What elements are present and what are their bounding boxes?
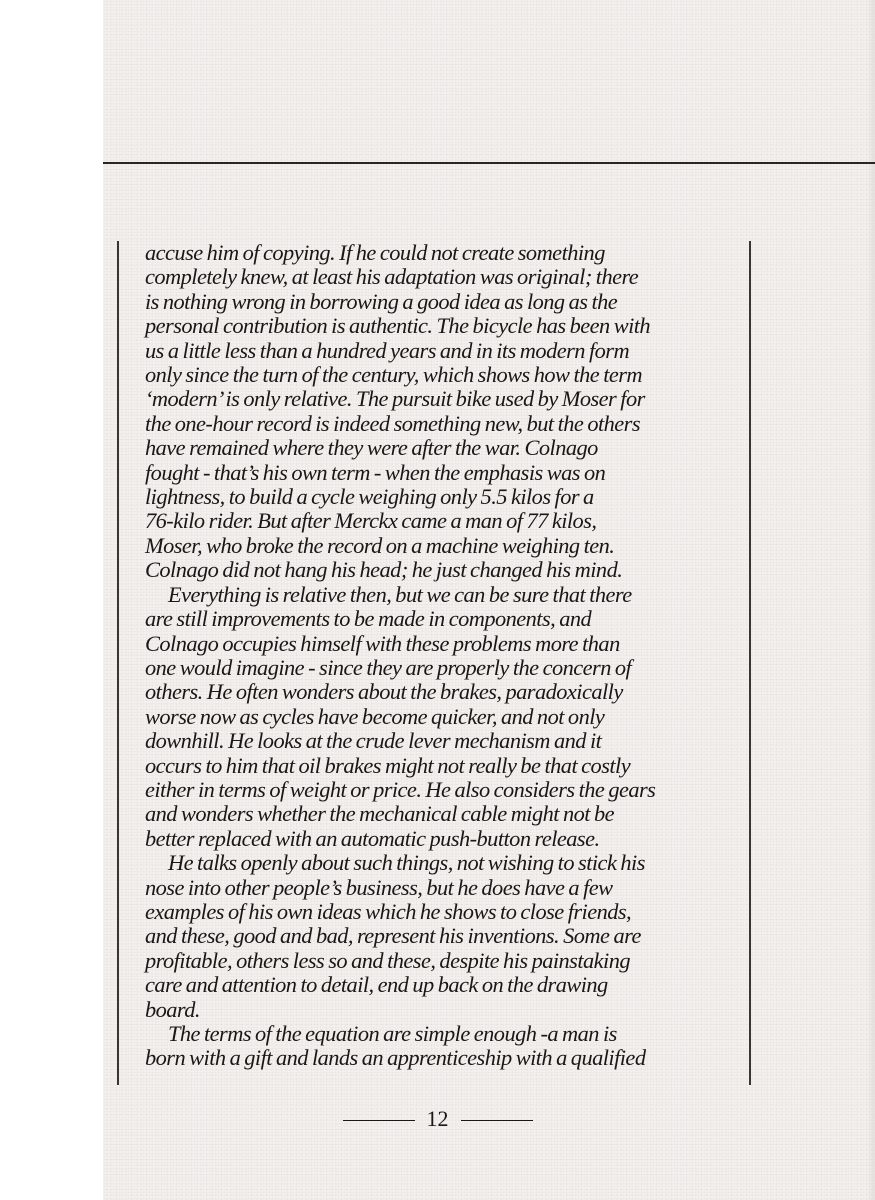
page-number-footer <box>0 1106 875 1132</box>
right-margin-bar <box>749 241 751 1085</box>
text-line: either in terms of weight or price. He also considers the gears <box>145 776 656 802</box>
text-line: only since the turn of the century, which shows how the term <box>145 362 643 388</box>
text-line: care and attention to detail, end up back on the drawing <box>145 972 608 998</box>
header-rule <box>103 162 875 164</box>
text-line: and wonders whether the mechanical cable might not be <box>145 801 615 827</box>
page-number: 12 <box>426 1106 449 1131</box>
left-margin-bar <box>117 241 119 1085</box>
text-line: examples of his own ideas which he shows to close friends, <box>145 898 632 924</box>
text-line: one would imagine - since they are properly the concern of <box>145 654 632 680</box>
folio-dash-right <box>461 1120 533 1121</box>
folio-dash-left <box>343 1120 415 1121</box>
text-line: worse now as cycles have become quicker, and not only <box>145 703 605 729</box>
text-line: The terms of the equation are simple enough -a man is <box>168 1021 617 1046</box>
text-line: us a little less than a hundred years and in its modern form <box>145 337 630 363</box>
text-line: the one-hour record is indeed something new, but the others <box>145 410 641 436</box>
text-line: 76-kilo rider. But after Merckx came a man of 77 kilos, <box>145 508 597 534</box>
text-line: ‘modern’ is only relative. The pursuit bike used by Moser for <box>145 386 645 412</box>
text-line: accuse him of copying. If he could not create something <box>145 240 605 265</box>
text-line: downhill. He looks at the crude lever mechanism and it <box>145 728 602 754</box>
page-edge-shadow <box>867 0 875 1200</box>
text-line: occurs to him that oil brakes might not really be that costly <box>145 752 631 778</box>
text-line: fought - that’s his own term - when the emphasis was on <box>145 459 606 485</box>
body-text <box>145 241 745 1071</box>
text-line: Colnago occupies himself with these problems more than <box>145 630 620 656</box>
text-line: have remained where they were after the war. Colnago <box>145 435 598 461</box>
text-line: born with a gift and lands an apprenticeship with a qualified <box>145 1045 646 1071</box>
text-line: are still improvements to be made in components, and <box>145 606 592 632</box>
text-line: He talks openly about such things, not wishing to stick his <box>168 850 645 876</box>
text-line: Everything is relative then, but we can be sure that there <box>168 581 632 607</box>
text-line: is nothing wrong in borrowing a good idea as long as the <box>145 288 618 314</box>
text-line: others. He often wonders about the brakes, paradoxically <box>145 679 623 705</box>
text-line: personal contribution is authentic. The bicycle has been with <box>145 313 651 339</box>
text-line: nose into other people’s business, but he does have a few <box>145 874 613 900</box>
text-line: Moser, who broke the record on a machine weighing ten. <box>145 532 615 558</box>
text-line: Colnago did not hang his head; he just changed his mind. <box>145 557 623 583</box>
text-line: lightness, to build a cycle weighing only 5.5 kilos for a <box>145 484 594 510</box>
text-line: and these, good and bad, represent his inventions. Some are <box>145 923 641 949</box>
text-line: completely knew, at least his adaptation was original; there <box>145 264 639 290</box>
text-line: profitable, others less so and these, despite his painstaking <box>145 947 631 973</box>
text-line: board. <box>145 996 200 1022</box>
text-line: better replaced with an automatic push-button release. <box>145 825 600 851</box>
